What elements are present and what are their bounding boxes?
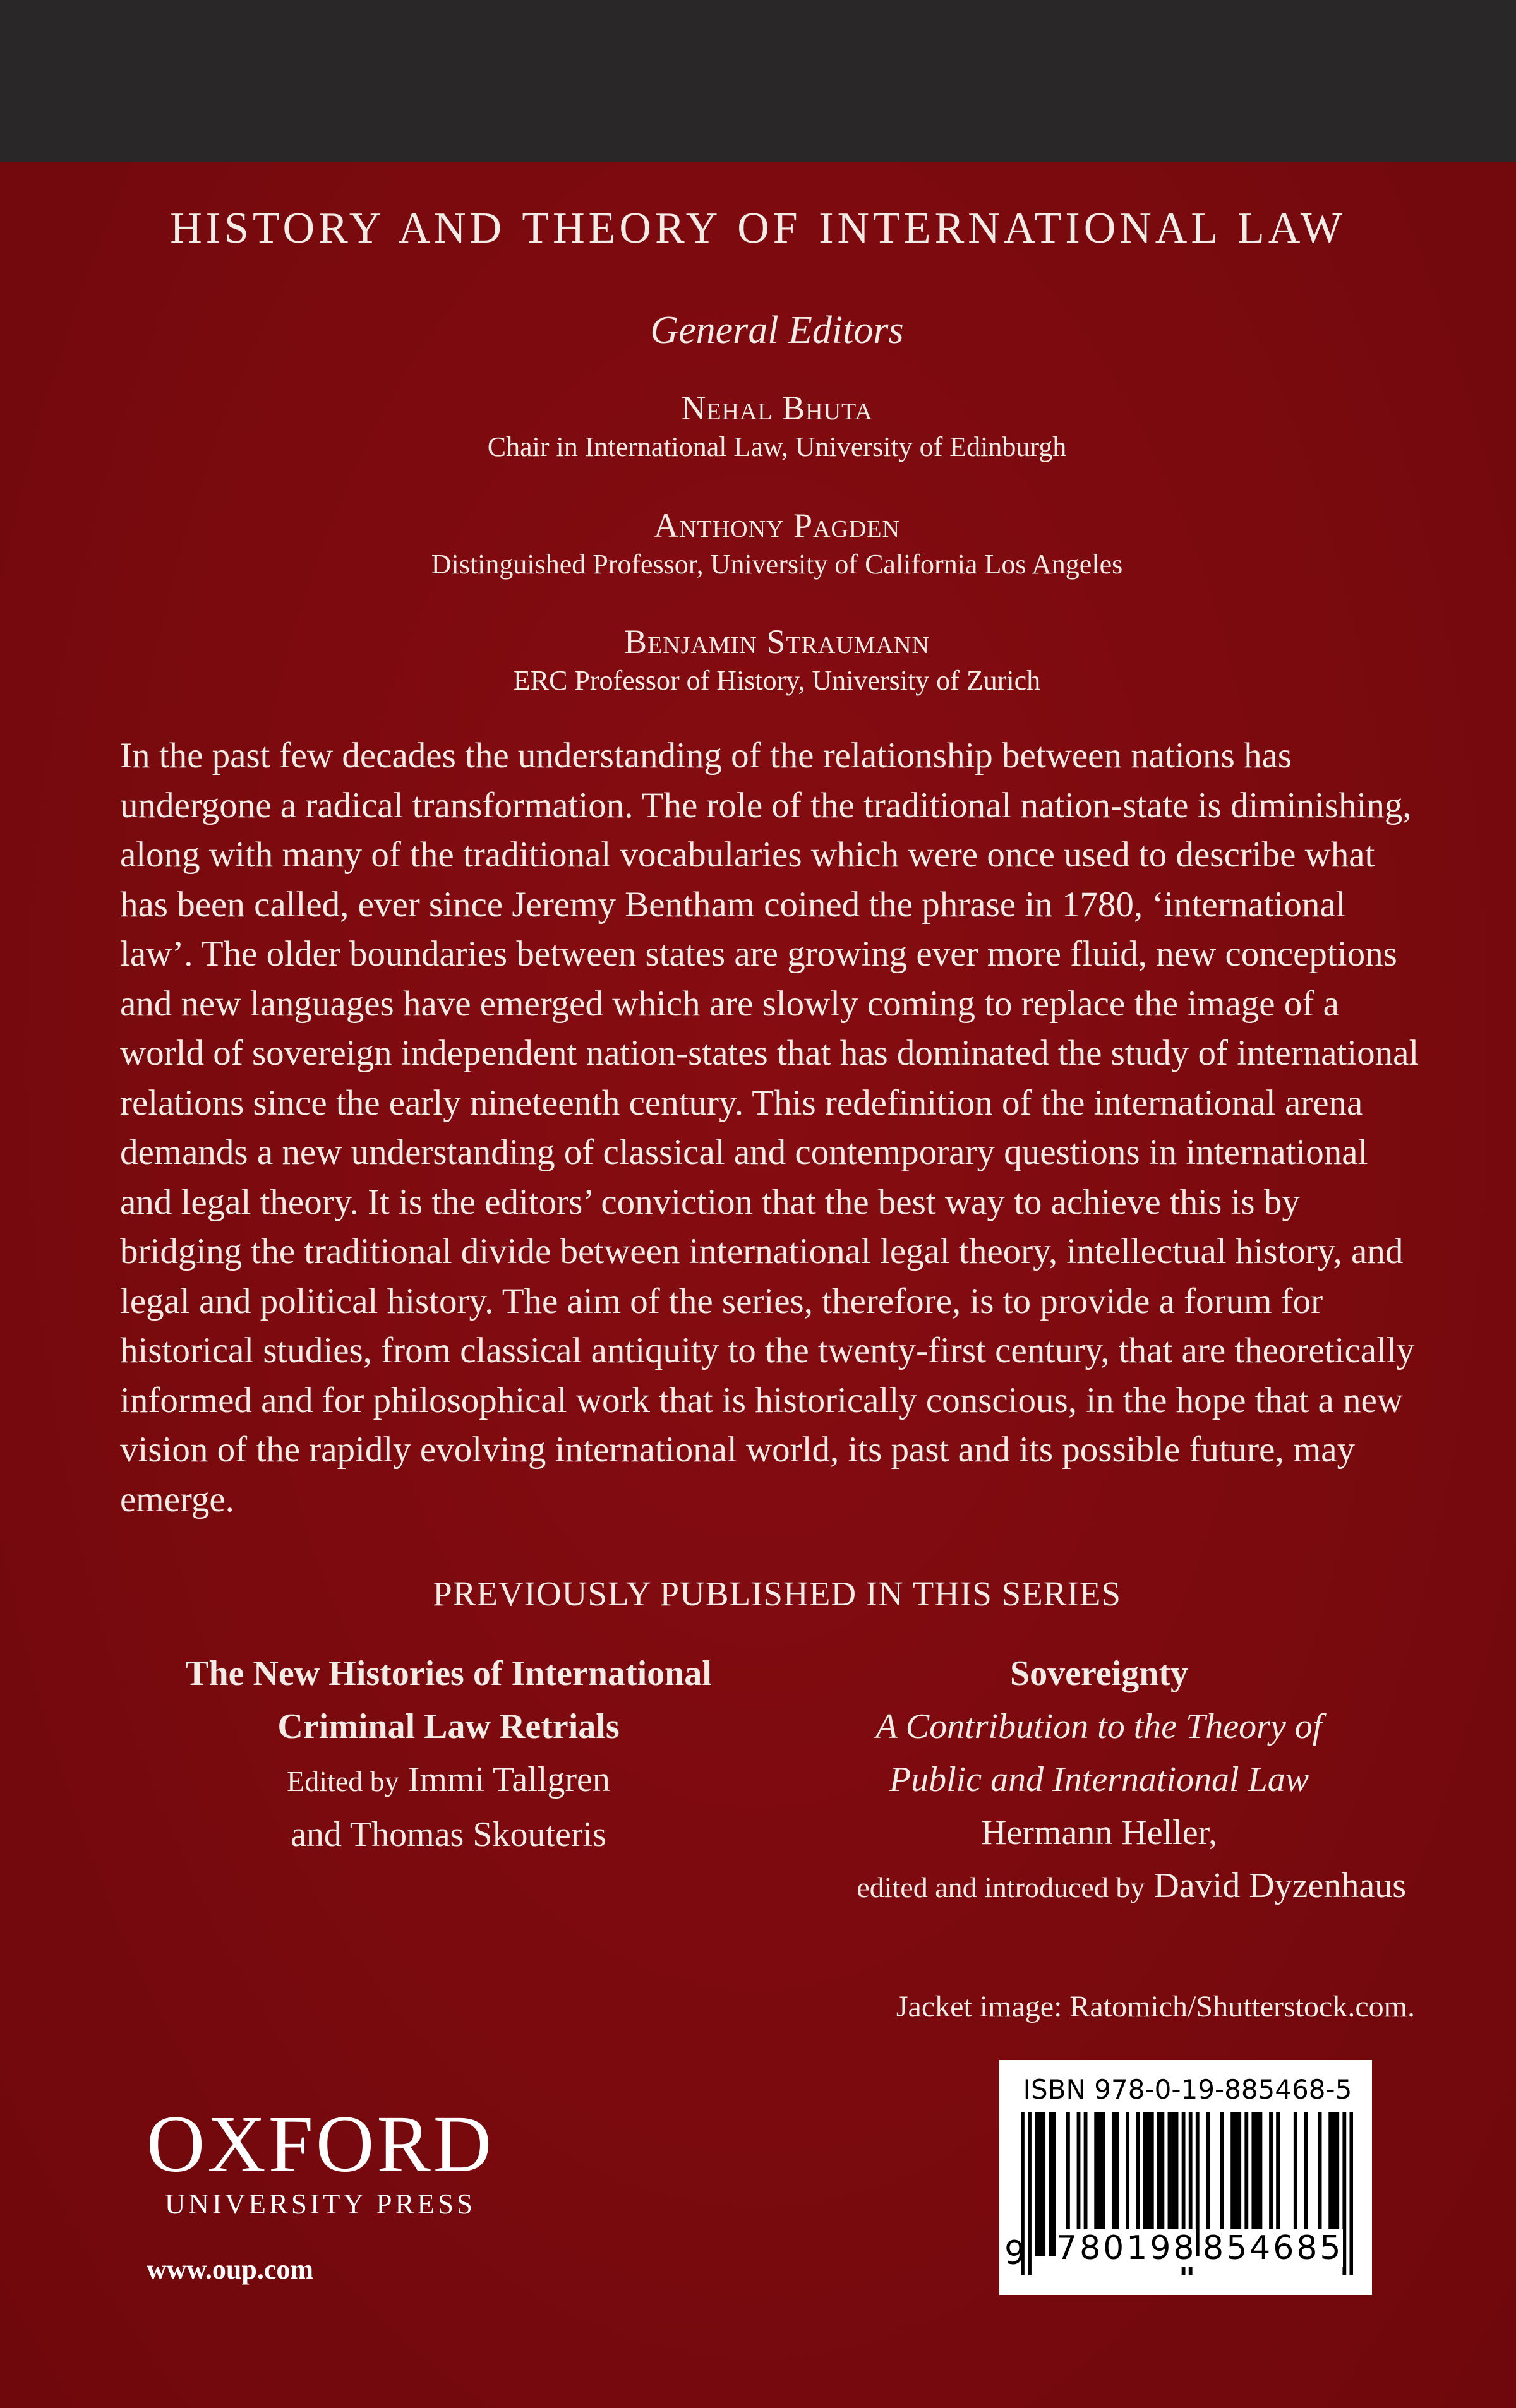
book-author: Hermann Heller,: [980, 1813, 1218, 1852]
editor-entry: [0, 388, 1516, 466]
editor-entry: [0, 505, 1516, 584]
book-editor: Immi Tallgren: [407, 1760, 610, 1799]
book-editors: [139, 1753, 758, 1808]
edited-by-label: Edited by: [287, 1765, 399, 1797]
editor-affiliation: Distinguished Professor, University of California Los Angeles: [431, 549, 1123, 580]
book-editors: [783, 1859, 1415, 1914]
editor-name: Anthony Pagden: [654, 506, 900, 544]
edited-by-label: edited and introduced by: [857, 1871, 1145, 1903]
jacket-image-credit: Jacket image: Ratomich/Shutterstock.com.: [896, 1990, 1415, 2023]
general-editors-label: General Editors: [650, 309, 904, 352]
isbn-barcode: [999, 2060, 1372, 2295]
barcode-digits: [999, 2229, 1372, 2280]
book-title: Sovereignty: [1009, 1654, 1189, 1693]
logo-wordmark: OXFORD: [146, 2099, 495, 2189]
editor-affiliation: Chair in International Law, University of Edinburgh: [487, 431, 1067, 462]
book-subtitle: A Contribution to the Theory of: [875, 1707, 1323, 1746]
book-editor: David Dyzenhaus: [1153, 1866, 1406, 1905]
series-title: HISTORY AND THEORY OF INTERNATIONAL LAW: [170, 204, 1346, 253]
editor-entry: [0, 621, 1516, 700]
series-description: In the past few decades the understanding of the relationship between nations has undergone a radical transformation. The role of the traditional nation-state is diminishing, along with many of the traditional vocabularies which were once used to describe what has been called, ever since Jeremy Bentham coined the phrase in 1780, ‘international law’. The older boundaries between states are growing ever more fluid, new conceptions and new languages have emerged which are slowly coming to replace the image of a world of sovereign independent nation-states that has dominated the study of international relations since the early nineteenth century. This redefinition of the international arena demands a new understanding of classical and contemporary questions in international and legal theory. It is the editors’ conviction that the best way to achieve this is by bridging the traditional divide between international legal theory, intellectual history, and legal and political history. The aim of the series, therefore, is to provide a forum for historical studies, from classical antiquity to the twenty-first century, that are theoretically informed and for philosophical work that is historically conscious, in the hope that a new vision of the rapidly evolving international world, its past and its possible future, may emerge.: [120, 736, 1419, 1519]
barcode-digits-left: 780198: [1056, 2229, 1197, 2267]
logo-subtitle: UNIVERSITY PRESS: [164, 2188, 476, 2220]
book-subtitle: Public and International Law: [889, 1760, 1309, 1799]
editor-name: Nehal Bhuta: [681, 389, 873, 427]
publisher-website: www.oup.com: [147, 2254, 314, 2285]
previously-published-heading: PREVIOUSLY PUBLISHED IN THIS SERIES: [433, 1574, 1121, 1613]
barcode-digit-first: 9: [1004, 2234, 1026, 2272]
oxford-university-press-logo: [140, 2099, 500, 2223]
editor-affiliation: ERC Professor of History, University of Zurich: [513, 665, 1041, 696]
book-entry: [139, 1647, 758, 1861]
book-title: The New Histories of International: [185, 1654, 712, 1693]
book-entry: [783, 1647, 1415, 1914]
book-editor: and Thomas Skouteris: [291, 1815, 606, 1854]
book-title: Criminal Law Retrials: [277, 1707, 620, 1746]
isbn-number: ISBN 978-0-19-885468-5: [1023, 2074, 1352, 2105]
barcode-digits-right: 854685: [1203, 2229, 1344, 2267]
top-dark-band: [0, 0, 1516, 162]
editor-name: Benjamin Straumann: [624, 623, 930, 661]
